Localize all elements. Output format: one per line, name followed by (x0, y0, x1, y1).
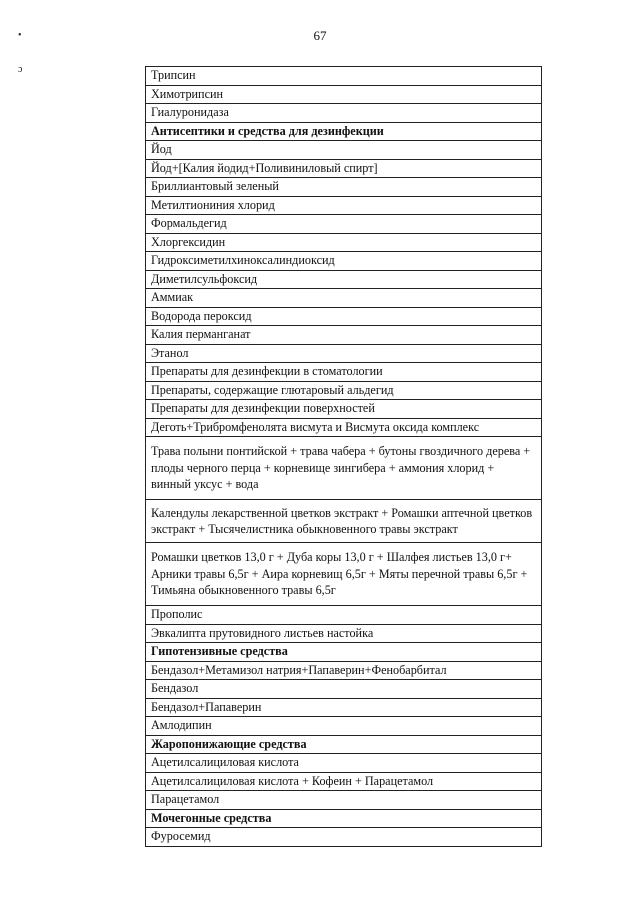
drug-name-cell: Ацетилсалициловая кислота + Кофеин + Парацетамол (146, 772, 542, 791)
section-header-row (146, 643, 542, 662)
table-row (146, 67, 542, 86)
drug-name-cell: Парацетамол (146, 791, 542, 810)
table-row (146, 500, 542, 543)
table-row (146, 754, 542, 773)
drug-name-cell: Препараты для дезинфекции поверхностей (146, 400, 542, 419)
table-row (146, 680, 542, 699)
drug-name-cell: Йод+[Калия йодид+Поливиниловый спирт] (146, 159, 542, 178)
drug-name-cell: Календулы лекарственной цветков экстракт + Ромашки аптечной цветков экстракт + Тысячелистника обыкновенного травы экстракт (146, 500, 542, 543)
table-row (146, 233, 542, 252)
margin-hook-mark: ɔ (18, 64, 23, 75)
drug-name-cell: Метилтиониния хлорид (146, 196, 542, 215)
drug-name-cell: Формальдегид (146, 215, 542, 234)
drug-name-cell: Аммиак (146, 289, 542, 308)
drug-name-cell: Гиалуронидаза (146, 104, 542, 123)
table-row (146, 791, 542, 810)
drug-name-cell: Фуросемид (146, 828, 542, 847)
drug-name-cell: Калия перманганат (146, 326, 542, 345)
drug-name-cell: Бриллиантовый зеленый (146, 178, 542, 197)
drug-name-cell: Бендазол (146, 680, 542, 699)
section-header-cell: Жаропонижающие средства (146, 735, 542, 754)
drug-list-body (146, 67, 542, 847)
drug-name-cell: Прополис (146, 606, 542, 625)
drug-name-cell: Трипсин (146, 67, 542, 86)
table-row (146, 698, 542, 717)
drug-name-cell: Водорода пероксид (146, 307, 542, 326)
drug-name-cell: Ромашки цветков 13,0 г + Дуба коры 13,0 г + Шалфея листьев 13,0 г+ Арники травы 6,5г + Аира корневищ 6,5г + Мяты перечной травы 6,5г + Тимьяна обыкновенного травы 6,5г (146, 543, 542, 606)
drug-name-cell: Трава полыни понтийской + трава чабера + бутоны гвоздичного дерева + плоды черного перца + корневище зингибера + аммония хлорид + винный уксус + вода (146, 437, 542, 500)
drug-name-cell: Гидроксиметилхиноксалиндиоксид (146, 252, 542, 271)
table-row (146, 215, 542, 234)
drug-name-cell: Бендазол+Метамизол натрия+Папаверин+Фенобарбитал (146, 661, 542, 680)
table-row (146, 85, 542, 104)
table-row (146, 307, 542, 326)
section-header-cell: Гипотензивные средства (146, 643, 542, 662)
drug-name-cell: Препараты, содержащие глютаровый альдегид (146, 381, 542, 400)
drug-name-cell: Амлодипин (146, 717, 542, 736)
drug-name-cell: Диметилсульфоксид (146, 270, 542, 289)
section-header-cell: Мочегонные средства (146, 809, 542, 828)
table-row (146, 252, 542, 271)
drug-name-cell: Бендазол+Папаверин (146, 698, 542, 717)
drug-name-cell: Эвкалипта прутовидного листьев настойка (146, 624, 542, 643)
table-row (146, 606, 542, 625)
table-row (146, 270, 542, 289)
drug-name-cell: Этанол (146, 344, 542, 363)
table-row (146, 661, 542, 680)
table-row (146, 363, 542, 382)
table-row (146, 289, 542, 308)
table-row (146, 159, 542, 178)
table-row (146, 141, 542, 160)
table-row (146, 772, 542, 791)
table-row (146, 344, 542, 363)
table-row (146, 400, 542, 419)
table-row (146, 178, 542, 197)
page-number: 67 (313, 28, 327, 43)
table-row (146, 196, 542, 215)
margin-dot-mark: • (18, 30, 22, 41)
table-row (146, 326, 542, 345)
drug-name-cell: Препараты для дезинфекции в стоматологии (146, 363, 542, 382)
section-header-cell: Антисептики и средства для дезинфекции (146, 122, 542, 141)
table-row (146, 104, 542, 123)
table-row (146, 624, 542, 643)
section-header-row (146, 122, 542, 141)
drug-name-cell: Йод (146, 141, 542, 160)
drug-name-cell: Хлоргексидин (146, 233, 542, 252)
drug-name-cell: Деготь+Трибромфенолята висмута и Висмута оксида комплекс (146, 418, 542, 437)
table-row (146, 381, 542, 400)
section-header-row (146, 735, 542, 754)
table-row (146, 828, 542, 847)
section-header-row (146, 809, 542, 828)
table-row (146, 418, 542, 437)
table-row (146, 437, 542, 500)
drug-name-cell: Ацетилсалициловая кислота (146, 754, 542, 773)
drug-list-table (145, 66, 542, 847)
table-row (146, 717, 542, 736)
table-row (146, 543, 542, 606)
drug-name-cell: Химотрипсин (146, 85, 542, 104)
